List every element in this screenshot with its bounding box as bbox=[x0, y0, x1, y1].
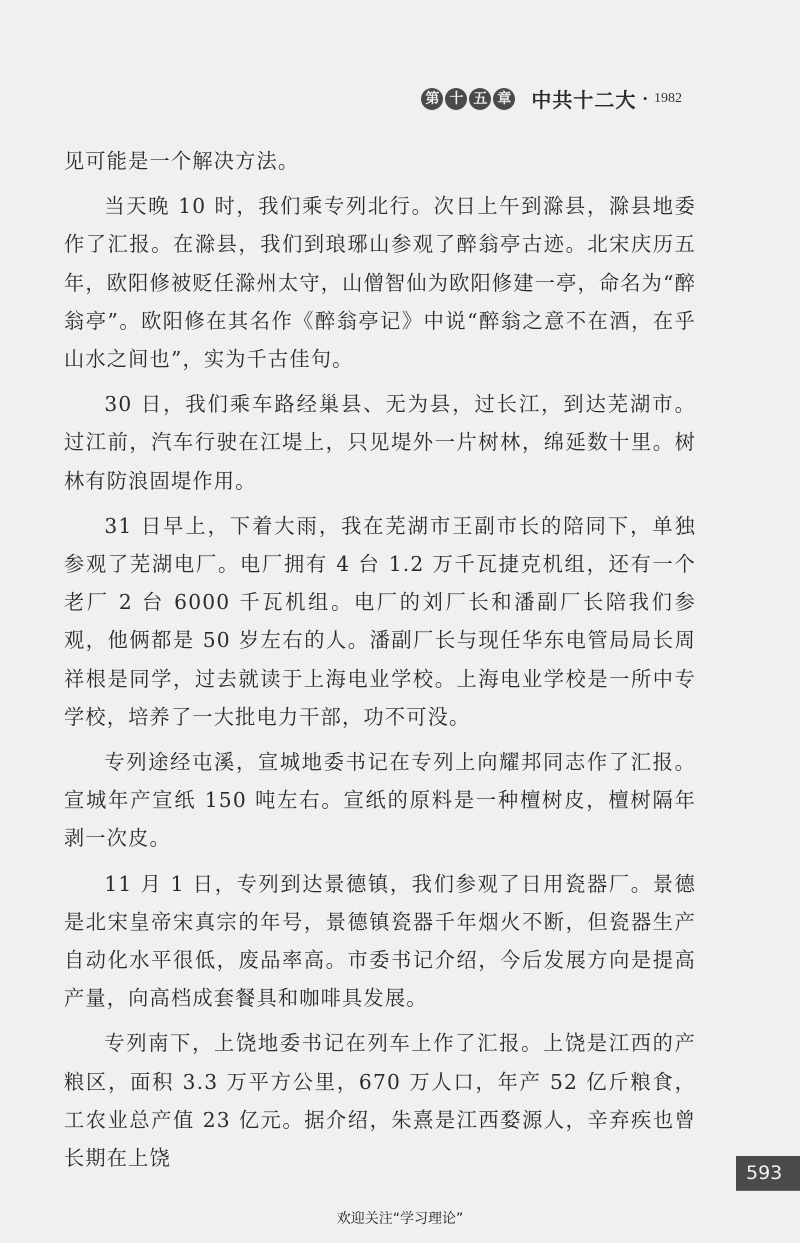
header-separator: · bbox=[642, 89, 648, 108]
paragraph: 专列途经屯溪，宣城地委书记在专列上向耀邦同志作了汇报。宣城年产宣纸 150 吨左右。宣纸的原料是一种檀树皮，檀树隔年剥一次皮。 bbox=[64, 750, 696, 851]
chapter-badge bbox=[421, 88, 515, 110]
page-number: 593 bbox=[736, 1156, 800, 1190]
paragraph: 11 月 1 日，专列到达景德镇，我们参观了日用瓷器厂。景德是北宋皇帝宋真宗的年号，景德镇瓷器千年烟火不断，但瓷器生产自动化水平很低，废品率高。市委书记介绍，今后发展方向是提高产量，向高档成套餐具和咖啡具发展。 bbox=[64, 871, 696, 1011]
paragraph: 31 日早上，下着大雨，我在芜湖市王副市长的陪同下，单独参观了芜湖电厂。电厂拥有 4 台 1.2 万千瓦捷克机组，还有一个老厂 2 台 6000 千瓦机组。电厂的刘厂长和潘副厂长陪我们参观，他俩都是 50 岁左右的人。潘副厂长与现任华东电管局局长周祥根是同学，过去就读于上海电业学校。上海电业学校是一所中专学校，培养了一大批电力干部，功不可没。 bbox=[64, 513, 696, 729]
chapter-char: 章 bbox=[493, 88, 515, 110]
footer-note: 欢迎关注“学习理论” bbox=[336, 1211, 464, 1227]
paragraph: 专列南下，上饶地委书记在列车上作了汇报。上饶是江西的产粮区，面积 3.3 万平方公里，670 万人口，年产 52 亿斤粮食，工农业总产值 23 亿元。据介绍，朱熹是江西婺源人，辛弃疾也曾长期在上饶 bbox=[64, 1031, 696, 1171]
page-number-rule bbox=[736, 1190, 800, 1191]
paragraph: 见可能是一个解决方法。 bbox=[64, 149, 300, 173]
chapter-year: 1982 bbox=[654, 90, 682, 106]
chapter-title: 中共十二大 bbox=[531, 88, 637, 112]
running-header bbox=[421, 84, 682, 113]
page-body bbox=[64, 142, 696, 1184]
paragraph: 30 日，我们乘车路经巢县、无为县，过长江，到达芜湖市。过江前，汽车行驶在江堤上，只见堤外一片树林，绵延数十里。树林有防浪固堤作用。 bbox=[64, 392, 696, 493]
chapter-char: 第 bbox=[421, 88, 443, 110]
paragraph: 当天晚 10 时，我们乘专列北行。次日上午到滁县，滁县地委作了汇报。在滁县，我们到琅琊山参观了醉翁亭古迹。北宋庆历五年，欧阳修被贬任滁州太守，山僧智仙为欧阳修建一亭，命名为“醉翁亭”。欧阳修在其名作《醉翁亭记》中说“醉翁之意不在酒，在乎山水之间也”，实为千古佳句。 bbox=[64, 194, 696, 372]
chapter-char: 五 bbox=[469, 88, 491, 110]
chapter-char: 十 bbox=[445, 88, 467, 110]
